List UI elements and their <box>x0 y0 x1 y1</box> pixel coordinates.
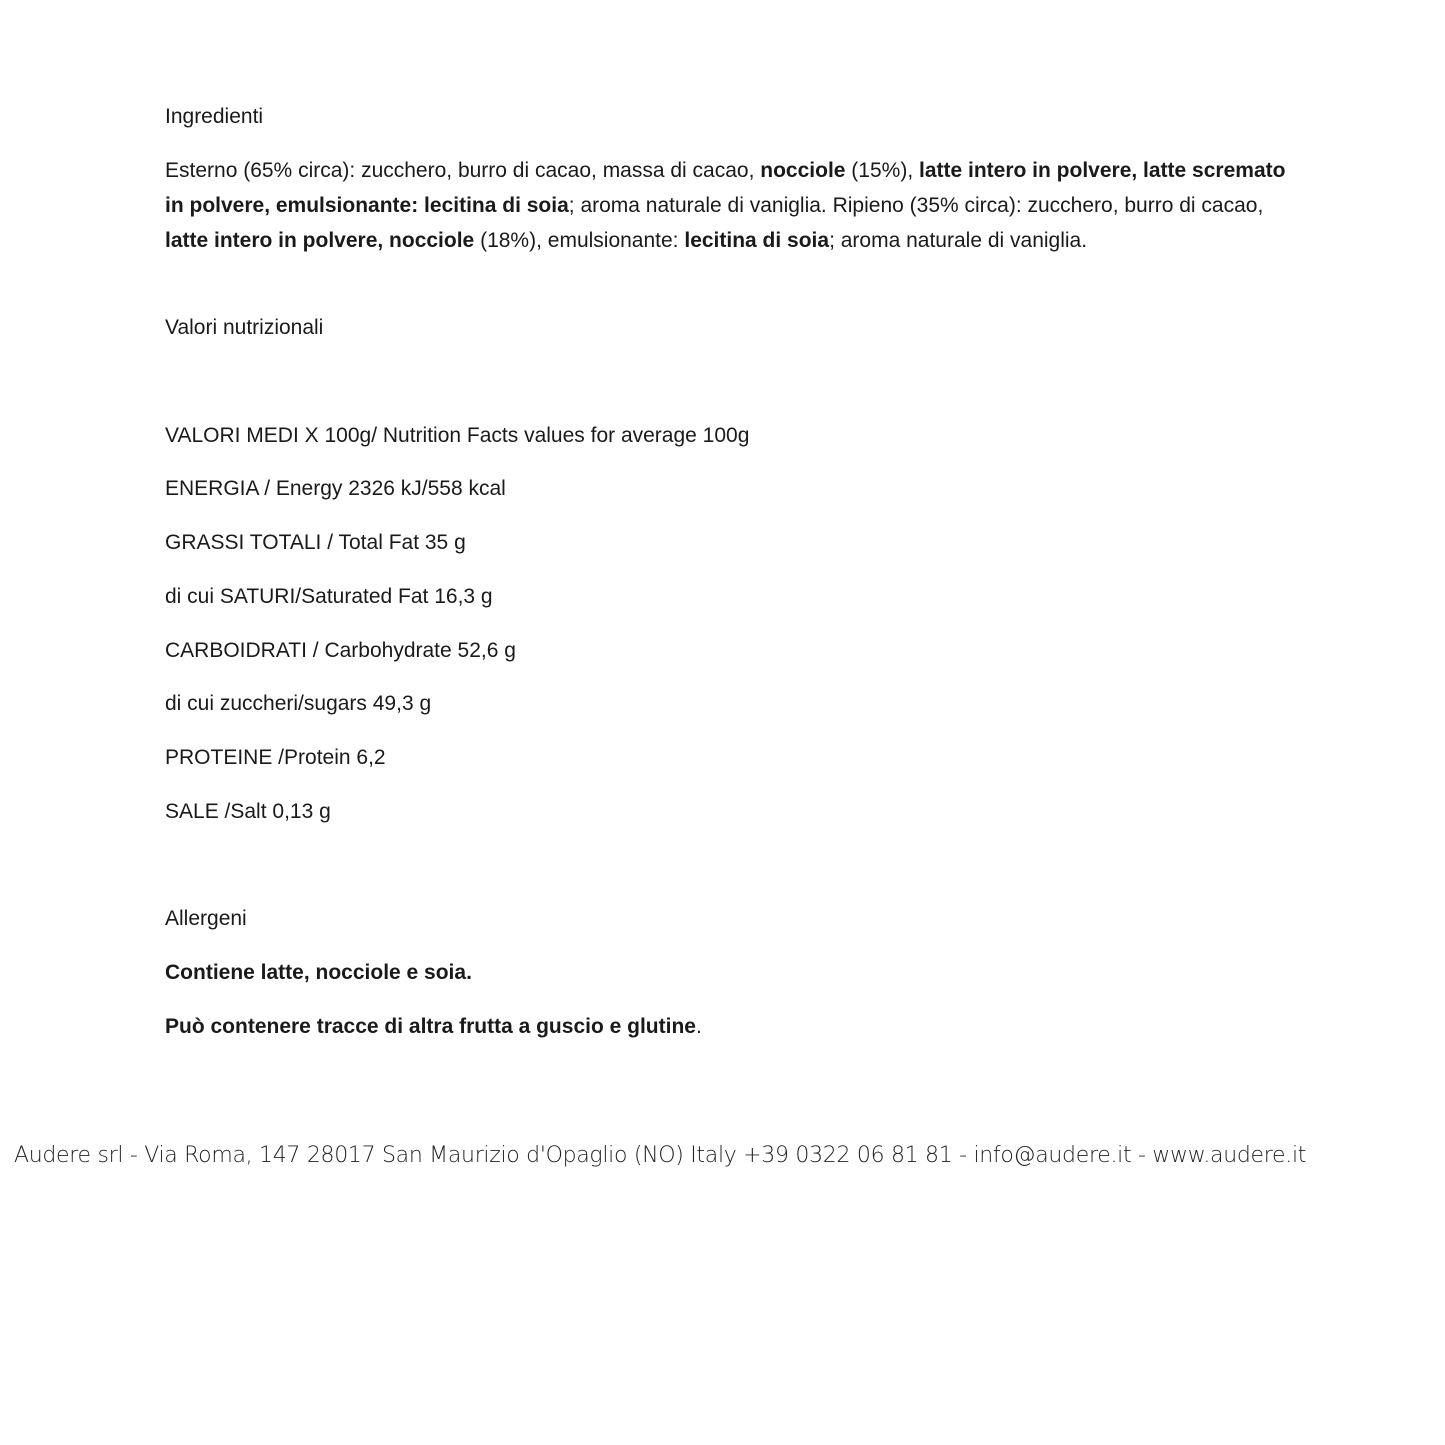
company-footer: Audere srl - Via Roma, 147 28017 San Maurizio d'Opaglio (NO) Italy +39 0322 06 81 81 - info@audere.it - www.audere.it <box>14 1143 1307 1168</box>
ingredients-text-bold: lecitina di soia <box>684 229 830 252</box>
ingredients-text-bold: nocciole <box>760 159 846 182</box>
ingredients-text-part: (15%), <box>845 159 919 182</box>
allergens-contains: Contiene latte, nocciole e soia. <box>165 961 472 984</box>
allergens-may-contain-text: Può contenere tracce di altra frutta a guscio e glutine <box>165 1015 696 1038</box>
nutrition-heading: Valori nutrizionali <box>165 316 324 339</box>
nutrition-row: VALORI MEDI X 100g/ Nutrition Facts values for average 100g <box>165 424 750 447</box>
ingredients-text-part: ; aroma naturale di vaniglia. <box>829 229 1088 252</box>
ingredients-text <box>165 153 1305 258</box>
ingredients-text-part: (18%), emulsionante: <box>474 229 685 252</box>
nutrition-row: SALE /Salt 0,13 g <box>165 800 331 823</box>
ingredients-text-bold: latte intero in polvere, latte scremato in polvere, emulsionante: lecitina di soia <box>165 159 1286 217</box>
nutrition-row: CARBOIDRATI / Carbohydrate 52,6 g <box>165 639 516 662</box>
ingredients-text-part: Esterno (65% circa): zucchero, burro di cacao, massa di cacao, <box>165 159 761 182</box>
ingredients-heading: Ingredienti <box>165 105 264 128</box>
allergens-may-contain <box>165 1009 702 1044</box>
nutrition-row: di cui SATURI/Saturated Fat 16,3 g <box>165 585 493 608</box>
nutrition-row: PROTEINE /Protein 6,2 <box>165 746 386 769</box>
ingredients-text-bold: latte intero in polvere, nocciole <box>165 229 475 252</box>
nutrition-row: di cui zuccheri/sugars 49,3 g <box>165 692 432 715</box>
nutrition-row: GRASSI TOTALI / Total Fat 35 g <box>165 531 466 554</box>
nutrition-row: ENERGIA / Energy 2326 kJ/558 kcal <box>165 477 506 500</box>
allergens-may-contain-period: . <box>695 1015 702 1038</box>
allergens-heading: Allergeni <box>165 907 247 930</box>
ingredients-text-part: ; aroma naturale di vaniglia. Ripieno (35% circa): zucchero, burro di cacao, <box>568 194 1264 217</box>
